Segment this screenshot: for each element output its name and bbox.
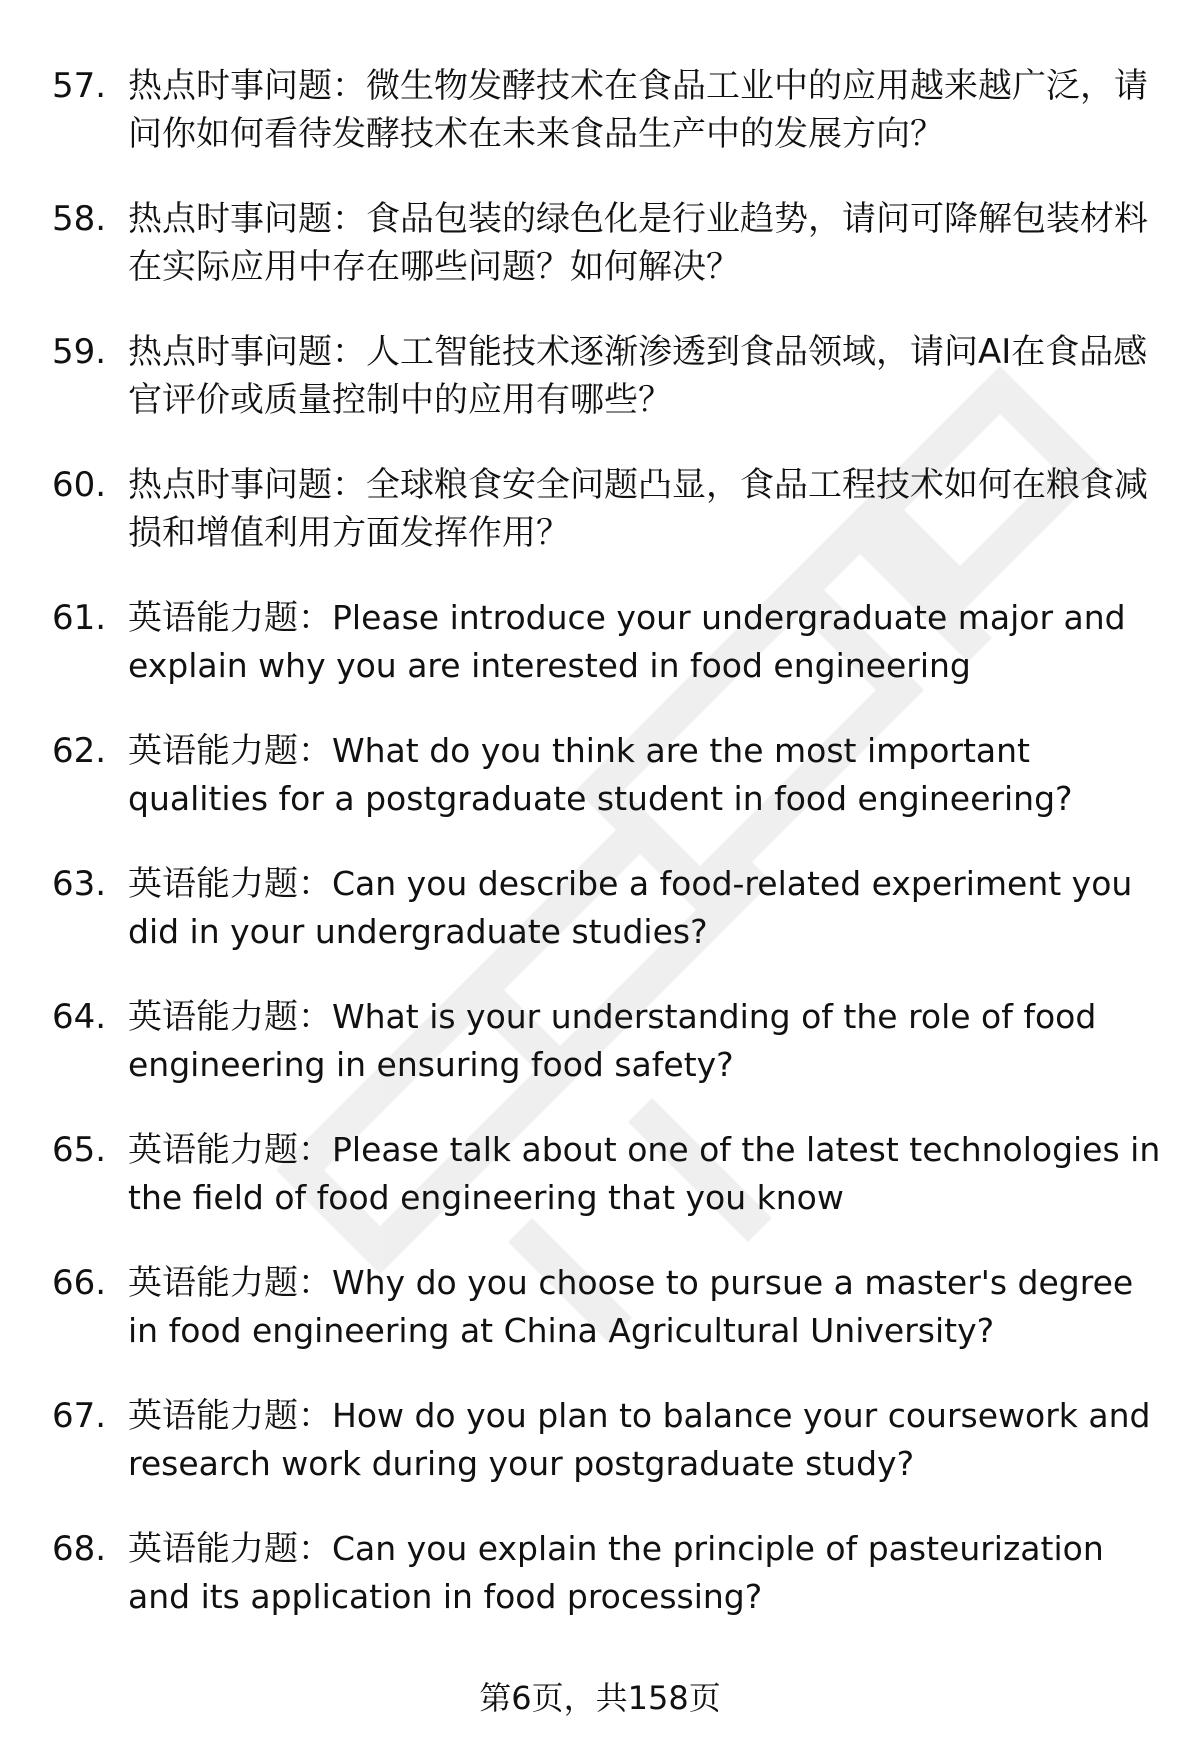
question-body	[128, 62, 1162, 158]
question-number: 64.	[52, 997, 107, 1037]
question-body	[128, 727, 1162, 823]
question-number: 61.	[52, 598, 107, 638]
question-category: 热点时事问题：	[128, 332, 366, 372]
question-body	[128, 1126, 1162, 1222]
question-text: What do you think are the most important qualities for a postgraduate student in food engineering?	[128, 731, 1073, 818]
question-body	[128, 328, 1162, 424]
question-body	[128, 195, 1162, 291]
question-number: 57.	[52, 66, 107, 106]
page-footer: 第6页，共158页	[479, 1679, 721, 1717]
question-item	[52, 461, 1162, 557]
question-text: Please introduce your undergraduate major and explain why you are interested in food engineering	[128, 598, 1126, 685]
question-number: 60.	[52, 465, 107, 505]
question-item	[52, 860, 1162, 956]
question-body	[128, 1392, 1162, 1488]
question-item	[52, 594, 1162, 690]
question-number: 68.	[52, 1529, 107, 1569]
question-body	[128, 594, 1162, 690]
question-category: 英语能力题：	[128, 1396, 332, 1436]
question-item	[52, 1126, 1162, 1222]
question-category: 英语能力题：	[128, 1263, 332, 1303]
question-text: How do you plan to balance your coursework and research work during your postgraduate study?	[128, 1396, 1151, 1483]
question-category: 热点时事问题：	[128, 199, 366, 239]
question-item	[52, 195, 1162, 291]
question-text: 微生物发酵技术在食品工业中的应用越来越广泛，请问你如何看待发酵技术在未来食品生产中的发展方向？	[128, 66, 1148, 154]
question-number: 59.	[52, 332, 107, 372]
question-text: Why do you choose to pursue a master's degree in food engineering at China Agricultural University?	[128, 1263, 1134, 1350]
question-text: Can you explain the principle of pasteurization and its application in food processing?	[128, 1529, 1104, 1616]
question-text: What is your understanding of the role of food engineering in ensuring food safety?	[128, 997, 1097, 1084]
question-category: 英语能力题：	[128, 731, 332, 771]
question-text: Can you describe a food-related experiment you did in your undergraduate studies?	[128, 864, 1133, 951]
question-category: 英语能力题：	[128, 1529, 332, 1569]
question-body	[128, 1525, 1162, 1621]
question-item	[52, 1525, 1162, 1621]
question-text: 食品包装的绿色化是行业趋势，请问可降解包装材料在实际应用中存在哪些问题？如何解决？	[128, 199, 1148, 287]
question-item	[52, 727, 1162, 823]
question-text: Please talk about one of the latest technologies in the field of food engineering that you know	[128, 1130, 1161, 1217]
question-body	[128, 860, 1162, 956]
question-number: 62.	[52, 731, 107, 771]
question-item	[52, 993, 1162, 1089]
question-number: 63.	[52, 864, 107, 904]
question-text: 人工智能技术逐渐渗透到食品领域，请问AI在食品感官评价或质量控制中的应用有哪些？	[128, 332, 1148, 420]
question-category: 英语能力题：	[128, 598, 332, 638]
question-number: 66.	[52, 1263, 107, 1303]
question-body	[128, 1259, 1162, 1355]
question-category: 英语能力题：	[128, 1130, 332, 1170]
question-text: 全球粮食安全问题凸显，食品工程技术如何在粮食减损和增值利用方面发挥作用？	[128, 465, 1148, 553]
question-item	[52, 62, 1162, 158]
question-list	[52, 62, 1162, 1658]
question-item	[52, 1259, 1162, 1355]
question-category: 热点时事问题：	[128, 66, 366, 106]
question-body	[128, 993, 1162, 1089]
question-body	[128, 461, 1162, 557]
question-category: 英语能力题：	[128, 997, 332, 1037]
question-number: 58.	[52, 199, 107, 239]
question-category: 热点时事问题：	[128, 465, 366, 505]
question-item	[52, 328, 1162, 424]
question-item	[52, 1392, 1162, 1488]
question-category: 英语能力题：	[128, 864, 332, 904]
question-number: 67.	[52, 1396, 107, 1436]
question-number: 65.	[52, 1130, 107, 1170]
